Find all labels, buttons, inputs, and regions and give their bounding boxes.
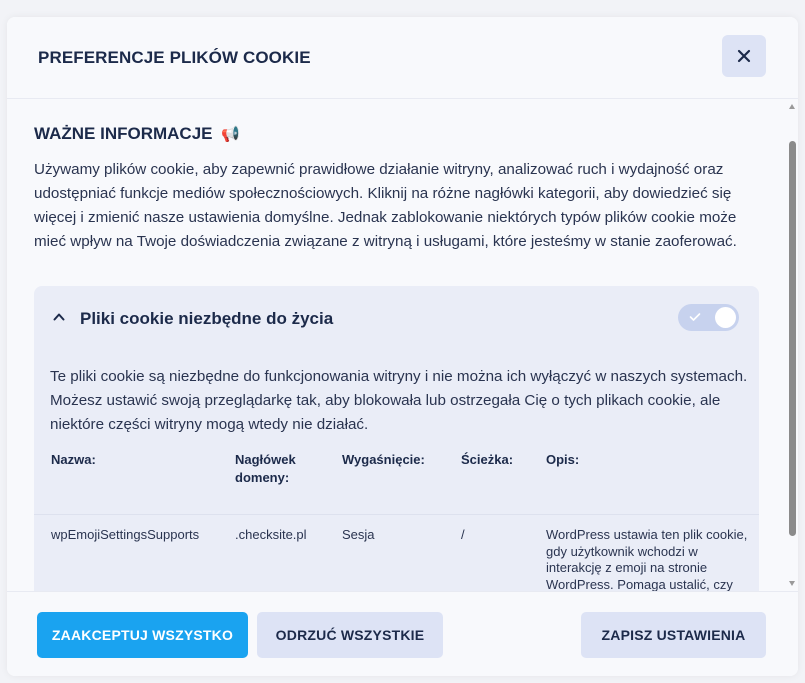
dialog-header	[7, 17, 798, 99]
column-header-expiry: Wygaśnięcie:	[342, 452, 425, 467]
megaphone-icon: 📢	[221, 126, 240, 143]
cell-path: /	[461, 527, 465, 542]
info-heading-text: WAŻNE INFORMACJE	[34, 124, 213, 143]
toggle-knob	[715, 307, 736, 328]
category-toggle[interactable]	[678, 304, 739, 331]
cell-domain: .checksite.pl	[235, 527, 307, 542]
dialog-body[interactable]	[7, 99, 798, 591]
cookie-table-header	[34, 451, 759, 515]
cell-expiry: Sesja	[342, 527, 375, 542]
info-heading	[34, 124, 240, 144]
cell-name: wpEmojiSettingsSupports	[51, 527, 200, 542]
accept-all-button[interactable]: ZAAKCEPTUJ WSZYSTKO	[37, 612, 248, 658]
column-header-name: Nazwa:	[51, 452, 96, 467]
column-header-domain: Nagłówek domeny:	[235, 452, 296, 485]
cell-description: WordPress ustawia ten plik cookie, gdy użytkownik wchodzi w interakcję z emoji na stronie WordPress. Pomaga ustalić, czy	[546, 527, 748, 591]
dialog-title: PREFERENCJE PLIKÓW COOKIE	[38, 48, 311, 67]
category-description: Te pliki cookie są niezbędne do funkcjonowania witryny i nie można ich wyłączyć w naszych systemach. Możesz ustawić swoją przeglądarkę tak, aby blokowała lub ostrzegała Cię o tych plikach cookie, ale niektóre części witryny mogą wtedy nie działać.	[50, 368, 748, 433]
dialog-footer	[7, 591, 798, 676]
category-header[interactable]	[34, 286, 759, 350]
category-title: Pliki cookie niezbędne do życia	[80, 309, 334, 328]
column-header-path: Ścieżka:	[461, 452, 514, 467]
scroll-up-arrow-icon[interactable]	[789, 104, 795, 109]
scrollbar[interactable]	[786, 99, 798, 591]
check-icon	[689, 312, 701, 322]
info-text: Używamy plików cookie, aby zapewnić prawidłowe działanie witryny, analizować ruch i wydajność oraz udostępniać funkcje mediów społecznościowych. Kliknij na różne nagłówki kategorii, aby dowiedzieć się więcej i zmienić nasze ustawienia domyślne. Jednak zablokowanie niektórych typów plików cookie może mieć wpływ na Twoje doświadczenia związane z witryną i usługami, które jesteśmy w stanie zaoferować.	[34, 161, 737, 250]
category-necessary	[34, 286, 759, 591]
cookie-preferences-dialog	[7, 17, 798, 676]
chevron-up-icon	[53, 311, 65, 323]
save-settings-button[interactable]: ZAPISZ USTAWIENIA	[581, 612, 766, 658]
scroll-down-arrow-icon[interactable]	[789, 581, 795, 586]
scrollbar-thumb[interactable]	[789, 141, 796, 536]
column-header-description: Opis:	[546, 452, 580, 467]
table-divider	[34, 514, 759, 515]
close-button[interactable]	[722, 35, 766, 77]
reject-all-button[interactable]: ODRZUĆ WSZYSTKIE	[257, 612, 443, 658]
close-icon	[737, 49, 751, 63]
